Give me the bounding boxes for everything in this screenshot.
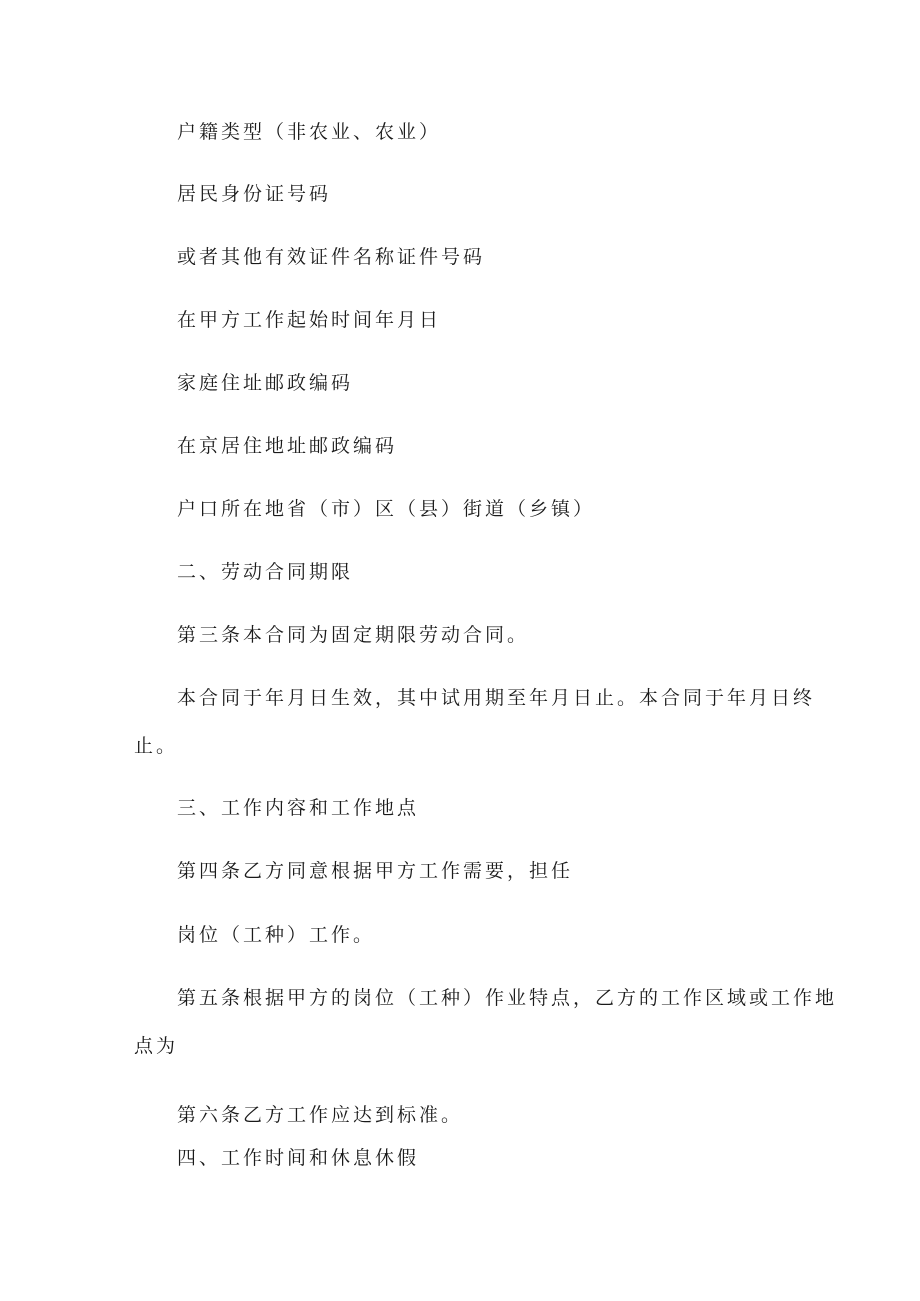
paragraph-effective-date-cont: 止。: [134, 735, 179, 757]
article-5: 第五条根据甲方的岗位（工种）作业特点，乙方的工作区域或工作地: [177, 987, 838, 1009]
field-home-address: 家庭住址邮政编码: [177, 372, 354, 394]
article-6: 第六条乙方工作应达到标准。: [177, 1104, 464, 1126]
field-hukou-location: 户口所在地省（市）区（县）街道（乡镇）: [177, 498, 596, 520]
paragraph-effective-date: 本合同于年月日生效，其中试用期至年月日止。本合同于年月日终: [177, 687, 816, 709]
field-id-number: 居民身份证号码: [177, 183, 332, 205]
field-start-date: 在甲方工作起始时间年月日: [177, 309, 442, 331]
article-5-cont: 点为: [134, 1035, 179, 1057]
field-other-id: 或者其他有效证件名称证件号码: [177, 246, 486, 268]
article-3: 第三条本合同为固定期限劳动合同。: [177, 624, 530, 646]
section-heading-work-hours: 四、工作时间和休息休假: [177, 1147, 420, 1169]
field-beijing-address: 在京居住地址邮政编码: [177, 435, 398, 457]
field-household-type: 户籍类型（非农业、农业）: [177, 121, 442, 143]
section-heading-work-content: 三、工作内容和工作地点: [177, 797, 420, 819]
article-4: 第四条乙方同意根据甲方工作需要，担任: [177, 860, 574, 882]
section-heading-contract-term: 二、劳动合同期限: [177, 561, 354, 583]
article-4-cont: 岗位（工种）工作。: [177, 924, 376, 946]
